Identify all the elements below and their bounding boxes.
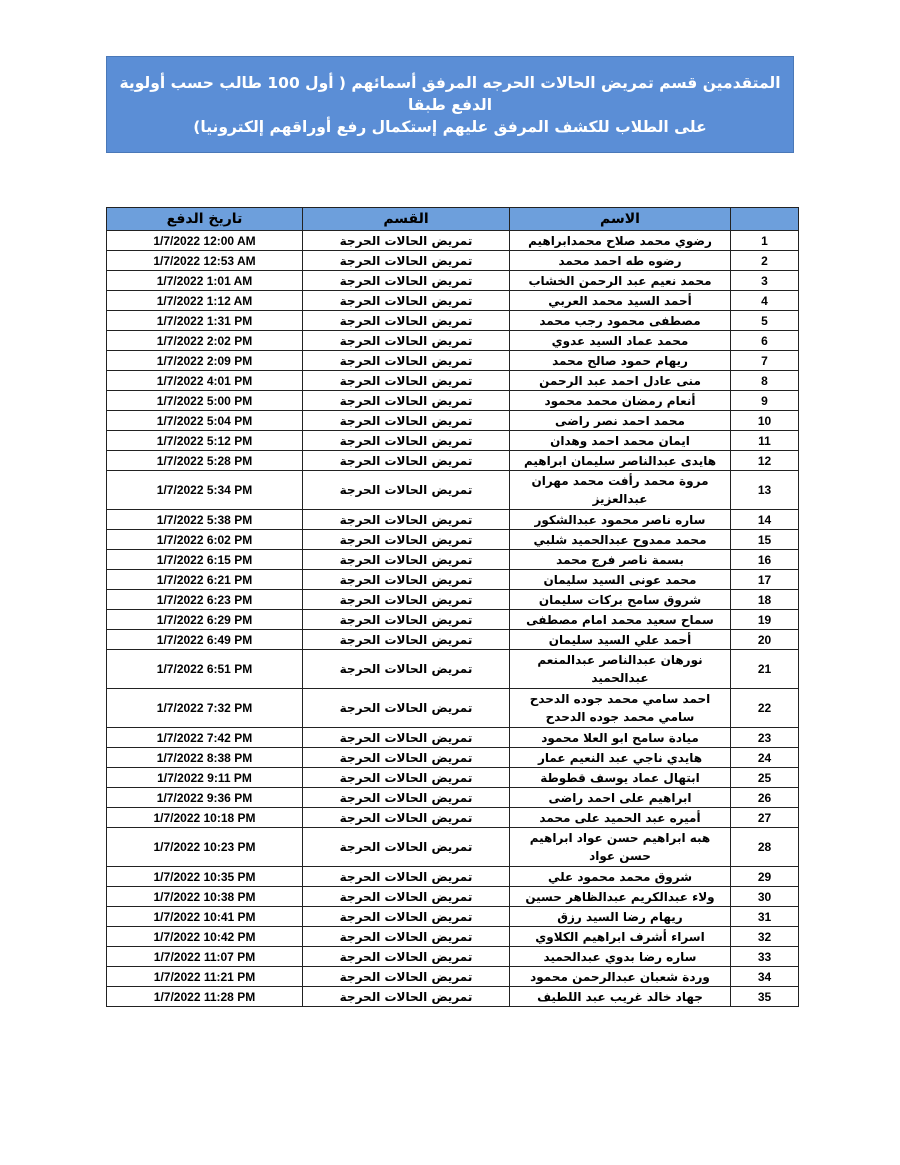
cell-department: تمريض الحالات الحرجة: [303, 610, 510, 630]
cell-student-name: [510, 967, 731, 987]
cell-department: تمريض الحالات الحرجة: [303, 431, 510, 451]
cell-row-number: 31: [731, 907, 799, 927]
cell-department: تمريض الحالات الحرجة: [303, 748, 510, 768]
cell-payment-date: 1/7/2022 6:29 PM: [107, 610, 303, 630]
student-name-line: هايدي ناجي عبد النعيم عمار: [537, 750, 703, 765]
cell-payment-date: 1/7/2022 10:38 PM: [107, 887, 303, 907]
student-name-line: ولاء عبدالكريم عبدالظاهر حسين: [525, 889, 715, 904]
cell-student-name: [510, 650, 731, 689]
cell-payment-date: 1/7/2022 10:42 PM: [107, 927, 303, 947]
cell-department: تمريض الحالات الحرجة: [303, 590, 510, 610]
table-row: [107, 630, 799, 650]
cell-department: تمريض الحالات الحرجة: [303, 650, 510, 689]
table-row: [107, 231, 799, 251]
cell-department: تمريض الحالات الحرجة: [303, 768, 510, 788]
cell-student-name: [510, 231, 731, 251]
cell-student-name: [510, 947, 731, 967]
cell-row-number: 33: [731, 947, 799, 967]
cell-payment-date: 1/7/2022 9:36 PM: [107, 788, 303, 808]
student-name-line: ساره رضا بدوي عبدالحميد: [543, 949, 697, 964]
student-name-line: ايمان محمد احمد وهدان: [550, 433, 690, 448]
cell-row-number: 24: [731, 748, 799, 768]
cell-row-number: 1: [731, 231, 799, 251]
cell-row-number: 20: [731, 630, 799, 650]
student-name-line: جهاد خالد غريب عبد اللطيف: [537, 989, 703, 1004]
cell-student-name: [510, 590, 731, 610]
table-row: [107, 748, 799, 768]
cell-row-number: 7: [731, 351, 799, 371]
cell-payment-date: 1/7/2022 7:42 PM: [107, 728, 303, 748]
table-row: [107, 431, 799, 451]
student-name-line: وردة شعبان عبدالرحمن محمود: [530, 969, 710, 984]
cell-row-number: 32: [731, 927, 799, 947]
cell-row-number: 29: [731, 867, 799, 887]
table-row: [107, 907, 799, 927]
cell-row-number: 35: [731, 987, 799, 1007]
cell-student-name: [510, 411, 731, 431]
cell-payment-date: 1/7/2022 2:09 PM: [107, 351, 303, 371]
cell-department: تمريض الحالات الحرجة: [303, 808, 510, 828]
student-name-line: محمد نعيم عبد الرحمن الخشاب: [528, 273, 712, 288]
cell-row-number: 14: [731, 510, 799, 530]
student-name-line: شروق سامح بركات سليمان: [538, 592, 702, 607]
student-name-line: ابراهيم على احمد راضى: [548, 790, 692, 805]
student-name-line-2: حسن عواد: [589, 849, 651, 863]
cell-department: تمريض الحالات الحرجة: [303, 927, 510, 947]
student-name-line: اسراء أشرف ابراهيم الكلاوي: [535, 929, 705, 944]
cell-student-name: [510, 311, 731, 331]
student-name-line: نورهان عبدالناصر عبدالمنعم: [537, 653, 703, 667]
cell-department: تمريض الحالات الحرجة: [303, 351, 510, 371]
column-header-number: [731, 208, 799, 231]
table-row: [107, 947, 799, 967]
table-row: [107, 391, 799, 411]
cell-payment-date: 1/7/2022 1:12 AM: [107, 291, 303, 311]
cell-row-number: 16: [731, 550, 799, 570]
cell-department: تمريض الحالات الحرجة: [303, 907, 510, 927]
cell-student-name: [510, 887, 731, 907]
cell-row-number: 15: [731, 530, 799, 550]
cell-row-number: 4: [731, 291, 799, 311]
student-name-line: ميادة سامح ابو العلا محمود: [541, 730, 699, 745]
cell-row-number: 28: [731, 828, 799, 867]
cell-student-name: [510, 391, 731, 411]
table-row: [107, 411, 799, 431]
cell-row-number: 5: [731, 311, 799, 331]
student-name-line: ساره ناصر محمود عبدالشكور: [534, 512, 706, 527]
cell-student-name: [510, 570, 731, 590]
cell-payment-date: 1/7/2022 5:34 PM: [107, 471, 303, 510]
cell-row-number: 25: [731, 768, 799, 788]
cell-row-number: 18: [731, 590, 799, 610]
cell-department: تمريض الحالات الحرجة: [303, 689, 510, 728]
students-table: [106, 207, 799, 1007]
cell-department: تمريض الحالات الحرجة: [303, 251, 510, 271]
cell-student-name: [510, 689, 731, 728]
cell-student-name: [510, 748, 731, 768]
cell-payment-date: 1/7/2022 1:01 AM: [107, 271, 303, 291]
table-row: [107, 828, 799, 867]
table-row: [107, 768, 799, 788]
cell-student-name: [510, 331, 731, 351]
cell-payment-date: 1/7/2022 11:21 PM: [107, 967, 303, 987]
cell-student-name: [510, 630, 731, 650]
cell-row-number: 26: [731, 788, 799, 808]
student-name-line: ابتهال عماد يوسف قطوطة: [540, 770, 700, 785]
cell-row-number: 22: [731, 689, 799, 728]
cell-payment-date: 1/7/2022 8:38 PM: [107, 748, 303, 768]
cell-payment-date: 1/7/2022 5:28 PM: [107, 451, 303, 471]
student-name-line: أحمد السيد محمد العربي: [548, 293, 692, 308]
cell-row-number: 30: [731, 887, 799, 907]
cell-payment-date: 1/7/2022 5:12 PM: [107, 431, 303, 451]
student-name-line: ريهام رضا السيد رزق: [557, 909, 683, 924]
cell-row-number: 21: [731, 650, 799, 689]
column-header-department: القسم: [303, 208, 510, 231]
cell-payment-date: 1/7/2022 1:31 PM: [107, 311, 303, 331]
cell-student-name: [510, 510, 731, 530]
cell-student-name: [510, 907, 731, 927]
cell-department: تمريض الحالات الحرجة: [303, 867, 510, 887]
table-row: [107, 371, 799, 391]
table-row: [107, 471, 799, 510]
cell-payment-date: 1/7/2022 9:11 PM: [107, 768, 303, 788]
cell-payment-date: 1/7/2022 6:23 PM: [107, 590, 303, 610]
table-row: [107, 451, 799, 471]
table-row: [107, 351, 799, 371]
cell-row-number: 6: [731, 331, 799, 351]
cell-student-name: [510, 987, 731, 1007]
student-name-line: ريهام حمود صالح محمد: [552, 353, 688, 368]
cell-student-name: [510, 808, 731, 828]
cell-department: تمريض الحالات الحرجة: [303, 371, 510, 391]
cell-payment-date: 1/7/2022 10:23 PM: [107, 828, 303, 867]
cell-payment-date: 1/7/2022 6:02 PM: [107, 530, 303, 550]
cell-department: تمريض الحالات الحرجة: [303, 391, 510, 411]
cell-department: تمريض الحالات الحرجة: [303, 828, 510, 867]
table-row: [107, 331, 799, 351]
student-name-line: بسمة ناصر فرج محمد: [556, 552, 684, 567]
column-header-date: تاريخ الدفع: [107, 208, 303, 231]
cell-student-name: [510, 351, 731, 371]
cell-row-number: 34: [731, 967, 799, 987]
table-row: [107, 808, 799, 828]
student-name-line: هايدى عبدالناصر سليمان ابراهيم: [523, 453, 717, 468]
cell-department: تمريض الحالات الحرجة: [303, 630, 510, 650]
cell-payment-date: 1/7/2022 11:28 PM: [107, 987, 303, 1007]
table-row: [107, 887, 799, 907]
cell-student-name: [510, 251, 731, 271]
cell-payment-date: 1/7/2022 7:32 PM: [107, 689, 303, 728]
student-name-line: سماح سعيد محمد امام مصطفى: [526, 612, 714, 627]
table-row: [107, 251, 799, 271]
cell-payment-date: 1/7/2022 4:01 PM: [107, 371, 303, 391]
cell-row-number: 23: [731, 728, 799, 748]
cell-student-name: [510, 768, 731, 788]
table-row: [107, 728, 799, 748]
student-name-line: محمد احمد نصر راضى: [555, 413, 685, 428]
cell-student-name: [510, 828, 731, 867]
table-row: [107, 689, 799, 728]
cell-department: تمريض الحالات الحرجة: [303, 788, 510, 808]
table-row: [107, 867, 799, 887]
cell-payment-date: 1/7/2022 6:49 PM: [107, 630, 303, 650]
cell-payment-date: 1/7/2022 6:15 PM: [107, 550, 303, 570]
cell-payment-date: 1/7/2022 5:38 PM: [107, 510, 303, 530]
student-name-line: هبه ابراهيم حسن عواد ابراهيم: [529, 831, 711, 845]
student-name-line: أحمد علي السيد سليمان: [548, 632, 692, 647]
cell-student-name: [510, 291, 731, 311]
cell-student-name: [510, 927, 731, 947]
table-header-row: [107, 208, 799, 231]
cell-row-number: 10: [731, 411, 799, 431]
cell-department: تمريض الحالات الحرجة: [303, 987, 510, 1007]
cell-payment-date: 1/7/2022 6:21 PM: [107, 570, 303, 590]
cell-student-name: [510, 530, 731, 550]
student-name-line: شروق محمد محمود علي: [547, 869, 693, 884]
cell-department: تمريض الحالات الحرجة: [303, 510, 510, 530]
cell-payment-date: 1/7/2022 5:04 PM: [107, 411, 303, 431]
cell-department: تمريض الحالات الحرجة: [303, 947, 510, 967]
student-name-line: منى عادل احمد عبد الرحمن: [539, 373, 701, 388]
cell-student-name: [510, 451, 731, 471]
table-row: [107, 610, 799, 630]
student-name-line: أنعام رمضان محمد محمود: [544, 393, 696, 408]
cell-payment-date: 1/7/2022 12:00 AM: [107, 231, 303, 251]
table-row: [107, 650, 799, 689]
student-name-line: محمد عونى السيد سليمان: [543, 572, 697, 587]
header-line-2: على الطلاب للكشف المرفق عليهم إستكمال رفع أوراقهم إلكترونيا): [193, 117, 707, 136]
cell-student-name: [510, 471, 731, 510]
cell-student-name: [510, 550, 731, 570]
cell-row-number: 9: [731, 391, 799, 411]
student-name-line-2: عبدالحميد: [591, 671, 649, 685]
cell-row-number: 3: [731, 271, 799, 291]
cell-department: تمريض الحالات الحرجة: [303, 471, 510, 510]
cell-row-number: 12: [731, 451, 799, 471]
cell-payment-date: 1/7/2022 10:41 PM: [107, 907, 303, 927]
student-name-line: محمد ممدوح عبدالحميد شلبي: [533, 532, 707, 547]
cell-row-number: 13: [731, 471, 799, 510]
student-name-line: مصطفى محمود رجب محمد: [539, 313, 701, 328]
table-row: [107, 788, 799, 808]
cell-payment-date: 1/7/2022 10:35 PM: [107, 867, 303, 887]
student-name-line: رضوه طه احمد محمد: [558, 253, 682, 268]
cell-row-number: 2: [731, 251, 799, 271]
cell-student-name: [510, 371, 731, 391]
cell-department: تمريض الحالات الحرجة: [303, 887, 510, 907]
table-row: [107, 271, 799, 291]
cell-student-name: [510, 610, 731, 630]
cell-department: تمريض الحالات الحرجة: [303, 271, 510, 291]
table-row: [107, 530, 799, 550]
student-name-line: رضوي محمد صلاح محمدابراهيم: [528, 233, 712, 248]
student-name-line: محمد عماد السيد عدوي: [551, 333, 689, 348]
cell-student-name: [510, 728, 731, 748]
cell-department: تمريض الحالات الحرجة: [303, 311, 510, 331]
student-name-line-2: سامي محمد جوده الدحدح: [545, 710, 695, 724]
cell-student-name: [510, 431, 731, 451]
table-row: [107, 590, 799, 610]
cell-department: تمريض الحالات الحرجة: [303, 728, 510, 748]
cell-payment-date: 1/7/2022 10:18 PM: [107, 808, 303, 828]
table-row: [107, 510, 799, 530]
cell-department: تمريض الحالات الحرجة: [303, 451, 510, 471]
cell-row-number: 17: [731, 570, 799, 590]
table-row: [107, 291, 799, 311]
column-header-name: الاسم: [510, 208, 731, 231]
student-name-line: أميره عبد الحميد على محمد: [539, 810, 701, 825]
student-name-line-2: عبدالعزيز: [592, 492, 648, 506]
cell-row-number: 27: [731, 808, 799, 828]
cell-department: تمريض الحالات الحرجة: [303, 967, 510, 987]
cell-department: تمريض الحالات الحرجة: [303, 231, 510, 251]
student-name-line: احمد سامي محمد جوده الدحدح: [529, 692, 711, 706]
cell-row-number: 11: [731, 431, 799, 451]
table-row: [107, 550, 799, 570]
cell-department: تمريض الحالات الحرجة: [303, 570, 510, 590]
cell-row-number: 19: [731, 610, 799, 630]
cell-payment-date: 1/7/2022 11:07 PM: [107, 947, 303, 967]
cell-department: تمريض الحالات الحرجة: [303, 530, 510, 550]
cell-student-name: [510, 867, 731, 887]
student-name-line: مروة محمد رأفت محمد مهران: [531, 474, 709, 488]
cell-student-name: [510, 788, 731, 808]
cell-payment-date: 1/7/2022 6:51 PM: [107, 650, 303, 689]
cell-payment-date: 1/7/2022 12:53 AM: [107, 251, 303, 271]
cell-department: تمريض الحالات الحرجة: [303, 291, 510, 311]
table-body: [107, 231, 799, 1007]
cell-row-number: 8: [731, 371, 799, 391]
cell-department: تمريض الحالات الحرجة: [303, 331, 510, 351]
cell-department: تمريض الحالات الحرجة: [303, 411, 510, 431]
cell-payment-date: 1/7/2022 2:02 PM: [107, 331, 303, 351]
table-row: [107, 927, 799, 947]
table-row: [107, 967, 799, 987]
table-row: [107, 987, 799, 1007]
header-banner: [106, 56, 794, 153]
table-row: [107, 570, 799, 590]
cell-payment-date: 1/7/2022 5:00 PM: [107, 391, 303, 411]
table-row: [107, 311, 799, 331]
header-line-1: المتقدمين قسم تمريض الحالات الحرجه المرفق أسمائهم ( أول 100 طالب حسب أولوية الدفع طبقا: [119, 73, 781, 114]
cell-student-name: [510, 271, 731, 291]
cell-department: تمريض الحالات الحرجة: [303, 550, 510, 570]
